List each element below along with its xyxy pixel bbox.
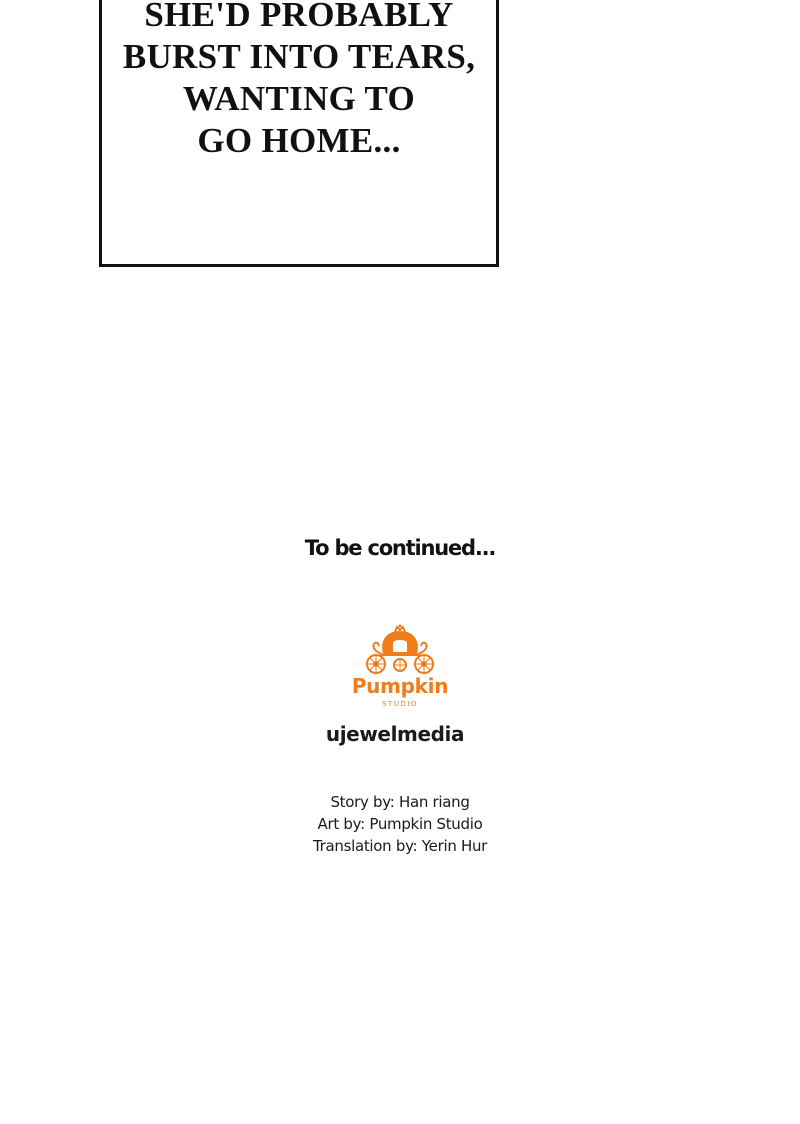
narration-caption-text	[102, 0, 496, 162]
translation-credit: Translation by: Yerin Hur	[312, 837, 488, 855]
credits-block	[0, 791, 800, 857]
caption-line: BURST INTO TEARS,	[122, 37, 476, 76]
narration-caption-box	[99, 0, 499, 267]
story-credit: Story by: Han riang	[330, 793, 470, 811]
to-be-continued-text: To be continued...	[304, 536, 496, 560]
pumpkin-carriage-icon	[360, 624, 440, 676]
caption-line: GO HOME...	[197, 121, 401, 160]
logo-wordmark: Pumpkin	[351, 674, 449, 698]
caption-line: WANTING TO	[182, 79, 416, 118]
caption-line: SHE'D PROBABLY	[144, 0, 454, 34]
pumpkin-studio-logo	[330, 624, 470, 714]
publisher-name: ujewelmedia	[325, 722, 465, 746]
art-credit: Art by: Pumpkin Studio	[317, 815, 483, 833]
logo-subtitle: STUDIO	[382, 700, 418, 708]
